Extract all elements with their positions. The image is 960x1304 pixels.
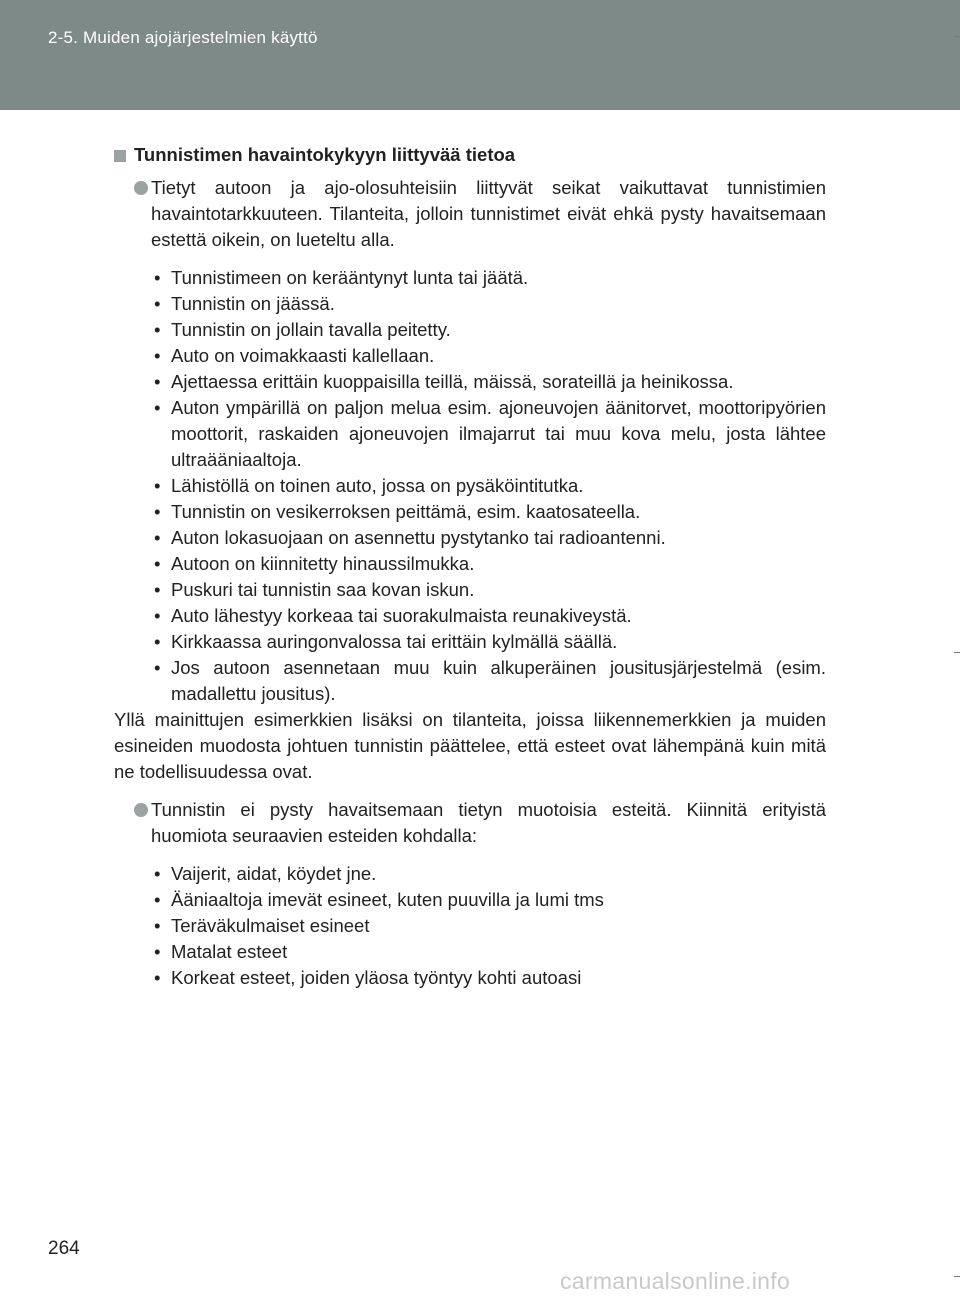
list-item-text: Auto on voimakkaasti kallellaan. [171,345,435,366]
info-item-text: Tunnistin ei pysty havaitsemaan tietyn muotoisia esteitä. Kiinnitä erityistä huomiota seuraavien esteiden kohdalla: [151,799,826,846]
info-item-text: Tietyt autoon ja ajo-olosuhteisiin liittyvät seikat vaikuttavat tunnistimien havaintotarkkuuteen. Tilanteita, jolloin tunnistimet eivät ehkä pysty havaitsemaan estettä oikein, on lueteltu alla. [151,177,826,250]
list-item-text: Ääniaaltoja imevät esineet, kuten puuvilla ja lumi tms [171,889,604,910]
list-item [151,861,826,887]
obstacle-list [114,861,826,991]
bullet-icon: • [154,579,161,600]
list-item-text: Vaijerit, aidat, köydet jne. [171,863,377,884]
square-bullet-icon [114,150,126,162]
bullet-icon: • [154,267,161,288]
list-item [151,525,826,551]
list-item [151,603,826,629]
crop-mark [954,652,960,653]
bullet-icon: • [154,915,161,936]
crop-mark [954,36,960,37]
list-item [151,965,826,991]
list-item [151,577,826,603]
list-item-text: Teräväkulmaiset esineet [171,915,370,936]
list-item-text: Auton ympärillä on paljon melua esim. ajoneuvojen äänitorvet, moottoripyörien moottorit, raskaiden ajoneuvojen ilmajarrut tai muu kova melu, josta lähtee ultraääniaaltoja. [171,397,826,470]
info-item [114,175,826,253]
list-item [151,343,826,369]
info-item [114,797,826,849]
circle-bullet-icon [134,181,148,195]
list-item [151,499,826,525]
section-heading [114,142,826,168]
bullet-icon: • [154,889,161,910]
list-item [151,655,826,707]
bullet-icon: • [154,657,161,678]
list-item-text: Jos autoon asennetaan muu kuin alkuperäinen jousitusjärjestelmä (esim. madallettu jousitus). [171,657,826,704]
list-item-text: Auton lokasuojaan on asennettu pystytanko tai radioantenni. [171,527,666,548]
list-item [151,629,826,655]
bullet-icon: • [154,371,161,392]
page-content [114,142,826,991]
bullet-icon: • [154,475,161,496]
condition-list [114,265,826,707]
heading-text: Tunnistimen havaintokykyyn liittyvää tietoa [134,144,516,165]
list-item-text: Autoon on kiinnitetty hinaussilmukka. [171,553,475,574]
bullet-icon: • [154,397,161,418]
list-item [151,395,826,473]
bullet-icon: • [154,605,161,626]
list-item [151,317,826,343]
section-title: 2-5. Muiden ajojärjestelmien käyttö [48,28,318,47]
bullet-icon: • [154,319,161,340]
list-item-text: Auto lähestyy korkeaa tai suorakulmaista reunakiveystä. [171,605,632,626]
list-item-text: Tunnistin on jollain tavalla peitetty. [171,319,451,340]
list-item [151,939,826,965]
list-item [151,291,826,317]
bullet-icon: • [154,631,161,652]
bullet-icon: • [154,527,161,548]
bullet-icon: • [154,863,161,884]
list-item-text: Puskuri tai tunnistin saa kovan iskun. [171,579,475,600]
header-bar [0,0,960,110]
list-item-text: Lähistöllä on toinen auto, jossa on pysäköintitutka. [171,475,584,496]
list-item-text: Kirkkaassa auringonvalossa tai erittäin kylmällä säällä. [171,631,618,652]
list-item [151,265,826,291]
list-item-text: Tunnistin on jäässä. [171,293,335,314]
bullet-icon: • [154,345,161,366]
list-item-text: Matalat esteet [171,941,288,962]
list-item [151,913,826,939]
paragraph: Yllä mainittujen esimerkkien lisäksi on tilanteita, joissa liikennemerkkien ja muiden esineiden muodosta johtuen tunnistin päättelee, että esteet ovat lähempänä kuin mitä ne todellisuudessa ovat. [114,709,826,782]
list-item [151,369,826,395]
list-item-text: Ajettaessa erittäin kuoppaisilla teillä, mäissä, sorateillä ja heinikossa. [171,371,734,392]
crop-mark [954,1276,960,1277]
circle-bullet-icon [134,803,148,817]
bullet-icon: • [154,553,161,574]
list-item [151,551,826,577]
bullet-icon: • [154,293,161,314]
bullet-icon: • [154,967,161,988]
list-item [151,473,826,499]
watermark: carmanualsonline.info [560,1268,791,1294]
page-number: 264 [48,1238,80,1259]
list-item [151,887,826,913]
list-item-text: Tunnistimeen on kerääntynyt lunta tai jäätä. [171,267,529,288]
bullet-icon: • [154,941,161,962]
list-item-text: Tunnistin on vesikerroksen peittämä, esim. kaatosateella. [171,501,641,522]
list-item-text: Korkeat esteet, joiden yläosa työntyy kohti autoasi [171,967,582,988]
bullet-icon: • [154,501,161,522]
